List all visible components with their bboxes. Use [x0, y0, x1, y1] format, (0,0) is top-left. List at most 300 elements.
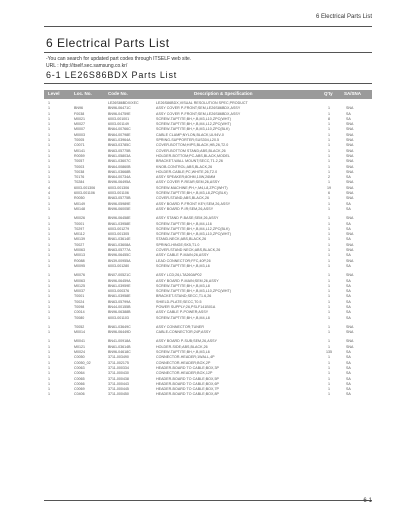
cell-qty: 1: [328, 339, 330, 344]
cell-level: 1: [48, 148, 50, 153]
cell-code-no: BN96-06495A: [108, 180, 131, 185]
header-qty: Q'ty: [324, 91, 333, 96]
cell-qty: 1: [328, 143, 330, 148]
cell-loc-no: M0027: [74, 122, 85, 127]
cell-qty: 1: [328, 180, 330, 185]
cell-loc-no: C0406: [74, 392, 85, 397]
cell-qty: 1: [328, 164, 330, 169]
cell-sa-sna: SA: [346, 206, 351, 211]
cell-loc-no: M0014: [74, 330, 85, 335]
cell-code-no: BN61-03649C: [108, 324, 131, 329]
cell-sa-sna: SNA: [346, 339, 354, 344]
cell-description: LEAD CONNECTOR;FFC,40P,26: [156, 258, 211, 263]
cell-sa-sna: SNA: [346, 258, 354, 263]
cell-qty: 1: [328, 226, 330, 231]
cell-level: 1: [48, 315, 50, 320]
cell-sa-sna: SA: [346, 201, 351, 206]
cell-qty: 1: [328, 273, 330, 278]
cell-qty: 1: [328, 111, 330, 116]
cell-code-no: BN96-06458E: [108, 216, 131, 221]
cell-sa-sna: SNA: [346, 232, 354, 237]
cell-code-no: BN96-04618C: [108, 350, 131, 355]
cell-sa-sna: SA: [346, 116, 351, 121]
header-loc-no: Loc. No.: [74, 91, 92, 96]
cell-qty: 1: [328, 376, 330, 381]
cell-loc-no: M0026: [74, 216, 85, 221]
cell-level: 1: [48, 360, 50, 365]
cell-sa-sna: SA: [346, 371, 351, 376]
cell-qty: 1: [328, 387, 330, 392]
header-description: Description & Specification: [194, 91, 253, 96]
cell-sa-sna: SA: [346, 226, 351, 231]
cell-level: 1: [48, 376, 50, 381]
cell-code-no: BN63-05775B: [108, 148, 131, 153]
cell-description: HOLDER-SIDE;ABS,BLACK,26: [156, 344, 208, 349]
cell-sa-sna: SA: [346, 387, 351, 392]
cell-level: 1: [48, 132, 50, 137]
cell-level: 1: [48, 143, 50, 148]
cell-sa-sna: SA: [346, 355, 351, 360]
cell-level: 1: [48, 365, 50, 370]
cell-loc-no: T0024: [74, 299, 85, 304]
cell-loc-no: T0284: [74, 180, 85, 185]
cell-level: 1: [48, 111, 50, 116]
cell-code-no: LE26S86BDX/XEC: [108, 101, 139, 105]
cell-loc-no: C0064: [74, 371, 85, 376]
cell-qty: 1: [328, 289, 330, 294]
cell-sa-sna: SNA: [346, 216, 354, 221]
cell-qty: 6: [328, 191, 330, 196]
cell-level: 1: [48, 201, 50, 206]
cell-qty: 1: [328, 330, 330, 335]
cell-loc-no: M0141: [74, 148, 85, 153]
cell-sa-sna: SA: [346, 221, 351, 226]
cell-qty: 1: [328, 360, 330, 365]
cell-sa-sna: SNA: [346, 138, 354, 143]
cell-loc-no: C0050_02: [74, 360, 91, 365]
cell-sa-sna: SA: [346, 237, 351, 242]
cell-description: SCREW-TAPTITE;BH,+,B,M3,L8: [156, 283, 210, 288]
cell-description: SCREW-MACHINE;PH,+,M4,L8,ZPC(WHT): [156, 185, 228, 190]
cell-loc-no: M0149: [74, 201, 85, 206]
cell-code-no: BN64-00734A: [108, 175, 131, 180]
cell-code-no: 6003-001306: [108, 185, 130, 190]
cell-sa-sna: SNA: [346, 324, 354, 329]
cell-level: 1: [48, 164, 50, 169]
cell-qty: 1: [328, 106, 330, 111]
cell-code-no: BN61-05803A: [108, 153, 131, 158]
cell-description: SPRING-SUPPORTER;SUS304,L20.5: [156, 138, 220, 143]
cell-description: HEADER-BOARD TO CABLE;BOX,8P: [156, 392, 219, 397]
section-title: 6 Electrical Parts List: [46, 36, 170, 50]
cell-code-no: BN41-00918A: [108, 339, 131, 344]
cell-code-no: BN96-06455C: [108, 253, 131, 258]
intro-line-1: -You can search for updated part codes through ITSELF web site.: [46, 56, 192, 62]
cell-description: SCREW-TAPTITE;BH,+,B,M3,L10,ZPC(WHT): [156, 289, 232, 294]
parts-table-body: [44, 101, 372, 398]
cell-code-no: BN07-00521C: [108, 273, 131, 278]
cell-loc-no: T0297: [74, 226, 85, 231]
cell-level: 1: [48, 387, 50, 392]
cell-qty: 1: [328, 299, 330, 304]
table-row: [44, 330, 372, 335]
cell-loc-no: M0095: [74, 263, 85, 268]
cell-qty: 1: [328, 324, 330, 329]
cell-code-no: BN63-05775B: [108, 196, 131, 201]
cell-qty: 1: [328, 278, 330, 283]
cell-loc-no: M0148: [74, 206, 85, 211]
cell-loc-no: M0125: [74, 283, 85, 288]
cell-level: 1: [48, 232, 50, 237]
cell-qty: 1: [328, 310, 330, 315]
cell-description: SCREW-TAPTITE;BH,+,B,M3,L8,ZPC(BLK): [156, 191, 228, 196]
cell-sa-sna: SA: [346, 376, 351, 381]
cell-level: 1: [48, 226, 50, 231]
cell-level: 1: [48, 294, 50, 299]
cell-qty: 1: [328, 169, 330, 174]
cell-sa-sna: SNA: [346, 196, 354, 201]
cell-qty: 1: [328, 216, 330, 221]
cell-level: 1: [48, 159, 50, 164]
cell-loc-no: M0063: [74, 248, 85, 253]
cell-description: ASSY BOARD P-SUB;SEM,26,ASSY: [156, 339, 218, 344]
cell-code-no: BN64-00766C: [108, 127, 131, 132]
cell-loc-no: 6003-001106: [74, 191, 95, 196]
cell-description: ASSY LCD;26,LTA260AP02: [156, 273, 202, 278]
cell-code-no: BN61-03614B: [108, 344, 131, 349]
cell-loc-no: C0069: [74, 387, 85, 392]
cell-qty: 1: [328, 315, 330, 320]
cell-code-no: BN96-06471C: [108, 106, 131, 111]
cell-qty: 1: [328, 242, 330, 247]
cell-sa-sna: SA: [346, 253, 351, 258]
cell-level: 1: [48, 289, 50, 294]
cell-sa-sna: SNA: [346, 191, 354, 196]
cell-description: SCREW-TAPTITE;BH,+,B,M3,L10,ZPC(WHT): [156, 116, 232, 121]
cell-code-no: 6003-001103: [108, 315, 129, 320]
cell-loc-no: 6003-001306: [74, 185, 96, 190]
table-row: [44, 316, 372, 321]
cell-loc-no: M0007: [74, 127, 85, 132]
cell-loc-no: T0003: [74, 164, 85, 169]
cell-level: 1: [48, 392, 50, 397]
cell-level: 1: [48, 381, 50, 386]
cell-description: ASSY CONNECTOR;TUNER: [156, 324, 204, 329]
cell-code-no: 6003-001279: [108, 226, 130, 231]
table-row: [44, 207, 372, 212]
cell-code-no: 6003-001001: [108, 116, 130, 121]
cell-loc-no: M0021: [74, 116, 85, 121]
cell-qty: 1: [328, 381, 330, 386]
cell-loc-no: M0063: [74, 278, 85, 283]
cell-qty: 1: [328, 148, 330, 153]
cell-level: 1: [48, 258, 50, 263]
cell-description: KNOB-CONTROL;ABS,BLACK,26: [156, 164, 213, 169]
cell-description: HEADER-BOARD TO CABLE;BOX,7P: [156, 387, 219, 392]
cell-loc-no: M0121: [74, 344, 85, 349]
cell-level: 1: [48, 253, 50, 258]
cell-loc-no: M0076: [74, 273, 85, 278]
cell-description: CABLE-CONNECTOR;24P,ASSY: [156, 330, 211, 335]
cell-qty: 1: [328, 138, 330, 143]
cell-level: 1: [48, 263, 50, 268]
cell-code-no: BN61-03607C: [108, 159, 131, 164]
cell-code-no: BN61-03614E: [108, 237, 131, 242]
cell-sa-sna: SNA: [346, 273, 354, 278]
cell-code-no: 6003-001149: [108, 122, 129, 127]
cell-code-no: BN39-00955A: [108, 258, 131, 263]
cell-description: HEADER-BOARD TO CABLE;BOX,5P: [156, 376, 219, 381]
cell-description: SCREW-TAPTITE;BH,+,B,M4,L12,ZPC(BLK): [156, 226, 230, 231]
cell-description: SCREW-TAPTITE;BH,+,B,M4,L8: [156, 315, 210, 320]
cell-sa-sna: SA: [346, 294, 351, 299]
cell-level: 1: [48, 127, 50, 132]
cell-level: 1: [48, 175, 50, 180]
cell-description: ASSY BOARD P-MAIN;SEM,26,ASSY: [156, 278, 219, 283]
cell-sa-sna: SA: [346, 310, 351, 315]
header-sa-sna: SA/SNA: [344, 91, 362, 96]
cell-description: SCREW-TAPTITE;BH,+,B,M3,L6: [156, 350, 210, 355]
cell-sa-sna: SA: [346, 304, 351, 309]
cell-code-no: BN61-03958E: [108, 294, 131, 299]
cell-description: COVER-BOTTOM STAND;ABS,BLACK,26: [156, 148, 226, 153]
cell-level: 1: [48, 283, 50, 288]
cell-sa-sna: SNA: [346, 344, 354, 349]
cell-qty: 1: [328, 248, 330, 253]
cell-description: COVER-STAND NECK;ABS,BLACK,26: [156, 248, 221, 253]
cell-loc-no: T0027: [74, 242, 85, 247]
cell-level: 4: [48, 191, 50, 196]
cell-sa-sna: SNA: [346, 127, 354, 132]
cell-qty: 135: [326, 350, 332, 355]
cell-loc-no: C0065: [74, 376, 85, 381]
cell-description: CONNECTOR-HEADER;BOX,12P: [156, 371, 213, 376]
cell-level: 1: [48, 310, 50, 315]
cell-sa-sna: SA: [346, 360, 351, 365]
cell-description: ASSY BOARD P-IR;SEM,26,ASSY: [156, 206, 214, 211]
cell-code-no: 3711-000443: [108, 381, 129, 386]
table-row: [44, 264, 372, 269]
cell-loc-no: C0071: [74, 143, 85, 148]
cell-loc-no: M0013: [74, 253, 85, 258]
cell-sa-sna: SA: [346, 111, 351, 116]
cell-qty: 1: [328, 159, 330, 164]
cell-description: ASSY COVER P-REAR;SEM,26,ASSY: [156, 180, 220, 185]
running-title: 6 Electrical Parts List: [315, 14, 372, 20]
cell-loc-no: M0112: [74, 232, 85, 237]
cell-loc-no: T0001: [74, 221, 85, 226]
cell-code-no: BN61-03964A: [108, 138, 131, 143]
cell-qty: 1: [328, 132, 330, 137]
header-code-no: Code No.: [108, 91, 128, 96]
header-level: Level: [48, 91, 60, 96]
cell-sa-sna: SNA: [346, 106, 354, 111]
cell-loc-no: F0038: [74, 111, 85, 116]
cell-sa-sna: SA: [346, 365, 351, 370]
cell-description: SHIELD-PLATE;SECC,T0.5: [156, 299, 202, 304]
cell-sa-sna: SNA: [346, 122, 354, 127]
cell-loc-no: T0052: [74, 324, 85, 329]
cell-description: ASSY BOARD P-FRONT KEY;SEM,26,ASSY: [156, 201, 231, 206]
cell-sa-sna: SNA: [346, 185, 354, 190]
cell-qty: 1: [328, 263, 330, 268]
cell-description: LE26S86BDX,VISUAL RESOLUTION SPEC,PRODUCT: [156, 101, 248, 105]
intro-text: [46, 56, 191, 70]
cell-loc-no: M0003: [74, 132, 85, 137]
table-row: [44, 392, 372, 397]
cell-code-no: BN63-03785C: [108, 143, 131, 148]
cell-description: CABLE CLAMP;NYLON,BLACK,UL94V-0: [156, 132, 224, 137]
cell-qty: 1: [328, 232, 330, 237]
cell-code-no: BN96-06459A: [108, 278, 131, 283]
title-rule: [44, 52, 372, 53]
cell-level: 1: [48, 339, 50, 344]
cell-code-no: BN64-00860B: [108, 164, 131, 169]
cell-qty: 1: [328, 153, 330, 158]
cell-loc-no: T0176: [74, 175, 85, 180]
cell-code-no: 3711-002175: [108, 360, 129, 365]
cell-sa-sna: SA: [346, 278, 351, 283]
cell-loc-no: C0066: [74, 381, 85, 386]
cell-loc-no: M0139: [74, 237, 85, 242]
subtitle-rule: [44, 83, 372, 84]
cell-loc-no: T0001: [74, 294, 85, 299]
cell-loc-no: T0080: [74, 315, 85, 320]
cell-code-no: 6003-001280: [108, 263, 130, 268]
cell-qty: 1: [328, 304, 330, 309]
cell-qty: 1: [328, 122, 330, 127]
cell-sa-sna: SA: [346, 283, 351, 288]
cell-code-no: BN96-06005E: [108, 206, 131, 211]
cell-sa-sna: SA: [346, 289, 351, 294]
cell-qty: 1: [328, 196, 330, 201]
cell-description: ASSY COVER P-FRONT;SEM,LE26S86BDX,ASSY: [156, 111, 241, 116]
cell-qty: 1: [328, 371, 330, 376]
cell-qty: 1: [328, 206, 330, 211]
cell-sa-sna: SA: [346, 175, 351, 180]
cell-description: BRACKET-WALL MOUNT;SECC,T1.2,26: [156, 159, 223, 164]
cell-qty: 2: [328, 175, 330, 180]
cell-description: HEADER-BOARD TO CABLE;BOX,6P: [156, 381, 219, 386]
cell-code-no: 6003-001305: [108, 232, 130, 237]
table-header: [44, 90, 372, 99]
cell-qty: 1: [328, 258, 330, 263]
cell-code-no: 3711-000438: [108, 376, 129, 381]
intro-line-2: URL : http://itself.sec.samsung.co.kr/: [46, 63, 128, 69]
cell-level: 1: [48, 138, 50, 143]
cell-sa-sna: SNA: [346, 148, 354, 153]
cell-sa-sna: SA: [346, 263, 351, 268]
cell-code-no: BN63-05777A: [108, 248, 131, 253]
cell-loc-no: M0041: [74, 339, 85, 344]
cell-qty: 1: [328, 127, 330, 132]
cell-code-no: BN61-03608A: [108, 242, 131, 247]
bottom-rule: [44, 500, 372, 501]
cell-level: 1: [48, 273, 50, 278]
cell-qty: 1: [328, 355, 330, 360]
cell-level: 1: [48, 242, 50, 247]
cell-description: SCREW-TAPTITE;BH,+,B,M3,L10,ZPC(BLK): [156, 127, 230, 132]
cell-level: 1: [48, 324, 50, 329]
cell-description: CONNECTOR-HEADER;1WALL,4P: [156, 355, 215, 360]
cell-qty: 8: [328, 116, 330, 121]
cell-description: SCREW-TAPTITE;BH,+,B,M3,L6: [156, 263, 210, 268]
cell-level: 1: [48, 355, 50, 360]
cell-qty: 1: [328, 392, 330, 397]
cell-description: COVER-STAND;ABS,BLACK,26: [156, 196, 210, 201]
cell-code-no: BN96-04759E: [108, 111, 131, 116]
cell-description: SPRING-HINGE;SK5,T1.0: [156, 242, 200, 247]
cell-description: SCREW-TAPTITE;BH,+,B,M4,L12,ZPC(WHT): [156, 122, 232, 127]
cell-loc-no: T0005: [74, 138, 85, 143]
cell-level: 1: [48, 116, 50, 121]
cell-code-no: 3711-000430: [108, 371, 129, 376]
cell-code-no: 3711-000445: [108, 387, 129, 392]
cell-loc-no: T0038: [74, 169, 85, 174]
cell-sa-sna: SA: [346, 315, 351, 320]
cell-code-no: BN61-03668B: [108, 169, 131, 174]
cell-level: 1: [48, 216, 50, 221]
cell-sa-sna: SNA: [346, 242, 354, 247]
cell-code-no: 6003-001106: [108, 191, 129, 196]
page-number: 6-1: [363, 498, 372, 504]
cell-code-no: 3711-000450: [108, 392, 129, 397]
cell-level: 1: [48, 169, 50, 174]
cell-qty: 1: [328, 365, 330, 370]
cell-level: 1: [48, 122, 50, 127]
cell-qty: 1: [328, 221, 330, 226]
cell-sa-sna: SNA: [346, 169, 354, 174]
cell-sa-sna: SNA: [346, 180, 354, 185]
cell-loc-no: R0050: [74, 196, 85, 201]
cell-description: CONNECTOR-HEADER;BOX,2P: [156, 360, 211, 365]
cell-loc-no: C0014: [74, 310, 85, 315]
cell-code-no: 3711-000334: [108, 365, 129, 370]
cell-level: 1: [48, 237, 50, 242]
cell-sa-sna: SNA: [346, 153, 354, 158]
cell-loc-no: T0098: [74, 304, 85, 309]
cell-description: BRACKET-STAND;SECC,T1.6,26: [156, 294, 212, 299]
cell-level: 1: [48, 304, 50, 309]
cell-qty: 1: [328, 201, 330, 206]
cell-code-no: BN61-03958E: [108, 221, 131, 226]
cell-level: 1: [48, 299, 50, 304]
cell-description: COVER-BOTTOM;HIPS,BLACK,HB,26,T2.0: [156, 143, 229, 148]
cell-code-no: BN64-00798E: [108, 132, 131, 137]
cell-level: 1: [48, 206, 50, 211]
cell-sa-sna: SNA: [346, 248, 354, 253]
cell-loc-no: C0063: [74, 365, 85, 370]
cell-sa-sna: SNA: [346, 143, 354, 148]
cell-level: 1: [48, 180, 50, 185]
cell-level: 1: [48, 371, 50, 376]
cell-description: ASSY COVER P-FRONT;SEM,LE26S86BDX,ASSY: [156, 106, 241, 111]
cell-description: ASSY CABLE P-MAIN;26,ASSY: [156, 253, 209, 258]
cell-level: 1: [48, 278, 50, 283]
cell-qty: 19: [327, 185, 331, 190]
cell-sa-sna: SNA: [346, 330, 354, 335]
cell-code-no: BN96-05989E: [108, 201, 131, 206]
cell-description: STAND-NECK;ABS,BLACK,26: [156, 237, 207, 242]
cell-code-no: BN61-03959E: [108, 283, 131, 288]
cell-code-no: BN96-06388B: [108, 310, 131, 315]
cell-description: SCREW-TAPTITE;BH,+,B,M4,L16: [156, 221, 212, 226]
cell-code-no: 6003-000376: [108, 289, 130, 294]
cell-level: 1: [48, 350, 50, 355]
cell-loc-no: C0050: [74, 355, 85, 360]
cell-loc-no: R0059: [74, 153, 85, 158]
cell-description: POWER SUPPLY;26,PSLF141B01A: [156, 304, 216, 309]
